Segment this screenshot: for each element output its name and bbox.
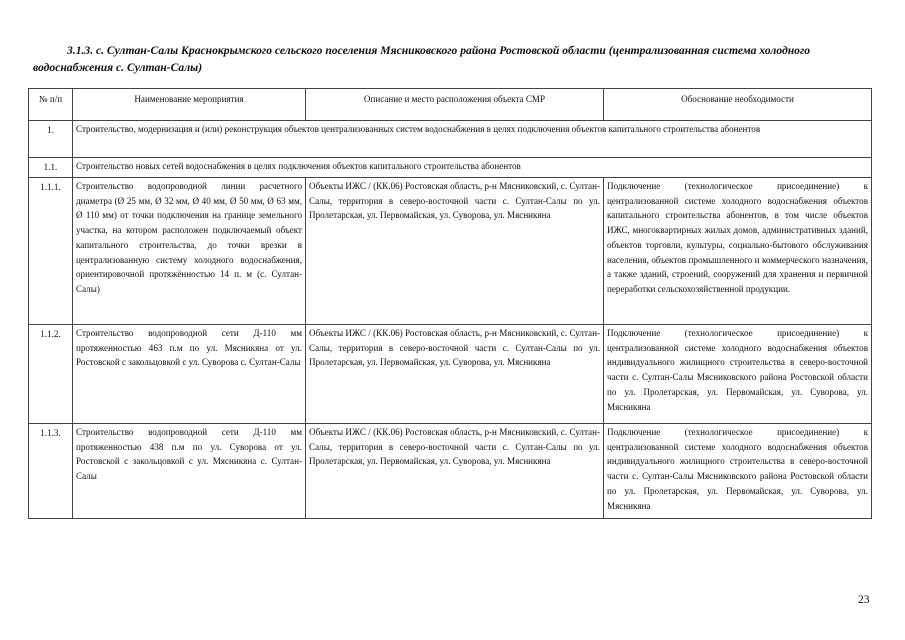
table-row bbox=[29, 178, 872, 325]
header-justification: Обоснование необходимости bbox=[604, 89, 872, 121]
subsection-title: Строительство новых сетей водоснабжения в целях подключения объектов капитального строительства абонентов bbox=[73, 158, 872, 178]
table-row bbox=[29, 424, 872, 519]
page-number: 23 bbox=[858, 594, 870, 606]
measure-name: Строительство водопроводной сети Д-110 мм протяженностью 438 п.м по ул. Суворова от ул. Ростовской с закольцовкой с ул. Мясникяна с. Султан-Салы bbox=[73, 424, 306, 519]
measure-description: Объекты ИЖС / (КК.06) Ростовская область, р-н Мясниковский, с. Султан-Салы, территория в северо-восточной части с. Султан-Салы по ул. Пролетарская, ул. Первомайская, ул. Суворова, ул. Мясникяна bbox=[306, 424, 604, 519]
measure-name: Строительство водопроводной линии расчетного диаметра (Ø 25 мм, Ø 32 мм, Ø 40 мм, Ø 50 мм, Ø 63 мм, Ø 110 мм) от точки подключения на границе земельного участка, на котором расположен подключаемый объект капитального строительства, до точки врезки в централизованную систему холодного водоснабжения, ориентировочной протяжённостью 14 п. м (с. Султан-Салы) bbox=[73, 178, 306, 325]
measure-justification: Подключение (технологическое присоединение) к централизованной системе холодного водоснабжения объектов капитального строительства абонентов, в том числе объектов ИЖС, многоквартирных жилых домов, административных зданий, объектов торговли, культуры, социально-бытового обслуживания населения, объектов промышленного и коммерческого назначения, а также зданий, строений, сооружений для хранения и первичной переработки сельскохозяйственной продукции. bbox=[604, 178, 872, 325]
row-num: 1.1.1. bbox=[29, 178, 73, 325]
section-title: Строительство, модернизация и (или) реконструкция объектов централизованных систем водоснабжения в целях подключения объектов капитального строительства абонентов bbox=[73, 121, 872, 158]
row-num: 1.1.2. bbox=[29, 325, 73, 424]
header-description: Описание и место расположения объекта СМР bbox=[306, 89, 604, 121]
measure-description: Объекты ИЖС / (КК.06) Ростовская область, р-н Мясниковский, с. Султан-Салы, территория в северо-восточной части с. Султан-Салы по ул. Пролетарская, ул. Первомайская, ул. Суворова, ул. Мясникяна bbox=[306, 178, 604, 325]
table-header-row bbox=[29, 89, 872, 121]
table-row bbox=[29, 325, 872, 424]
header-name: Наименование мероприятия bbox=[73, 89, 306, 121]
row-num: 1.1. bbox=[29, 158, 73, 178]
header-num: № п/п bbox=[29, 89, 73, 121]
measures-table bbox=[28, 88, 872, 519]
measure-name: Строительство водопроводной сети Д-110 мм протяженностью 463 п.м по ул. Мясникяна от ул. Ростовской с закольцовкой с ул. Суворова с. Султан-Салы bbox=[73, 325, 306, 424]
section-heading: 3.1.3. с. Султан-Салы Краснокрымского сельского поселения Мясниковского района Ростовской области (централизованная система холодного водоснабжения с. Султан-Салы) bbox=[33, 44, 811, 74]
measure-justification: Подключение (технологическое присоединение) к централизованной системе холодного водоснабжения объектов индивидуального жилищного строительства в северо-восточной части с. Султан-Салы Мясниковского района Ростовской области по ул. Пролетарская, ул. Первомайская, ул. Суворова, ул. Мясникяна bbox=[604, 424, 872, 519]
measure-description: Объекты ИЖС / (КК.06) Ростовская область, р-н Мясниковский, с. Султан-Салы, территория в северо-восточной части с. Султан-Салы по ул. Пролетарская, ул. Первомайская, ул. Суворова, ул. Мясникяна bbox=[306, 325, 604, 424]
row-num: 1. bbox=[29, 121, 73, 158]
row-num: 1.1.3. bbox=[29, 424, 73, 519]
table-row bbox=[29, 121, 872, 158]
measure-justification: Подключение (технологическое присоединение) к централизованной системе холодного водоснабжения объектов индивидуального жилищного строительства в северо-восточной части с. Султан-Салы Мясниковского района Ростовской области по ул. Пролетарская, ул. Первомайская, ул. Суворова, ул. Мясникяна bbox=[604, 325, 872, 424]
table-row bbox=[29, 158, 872, 178]
